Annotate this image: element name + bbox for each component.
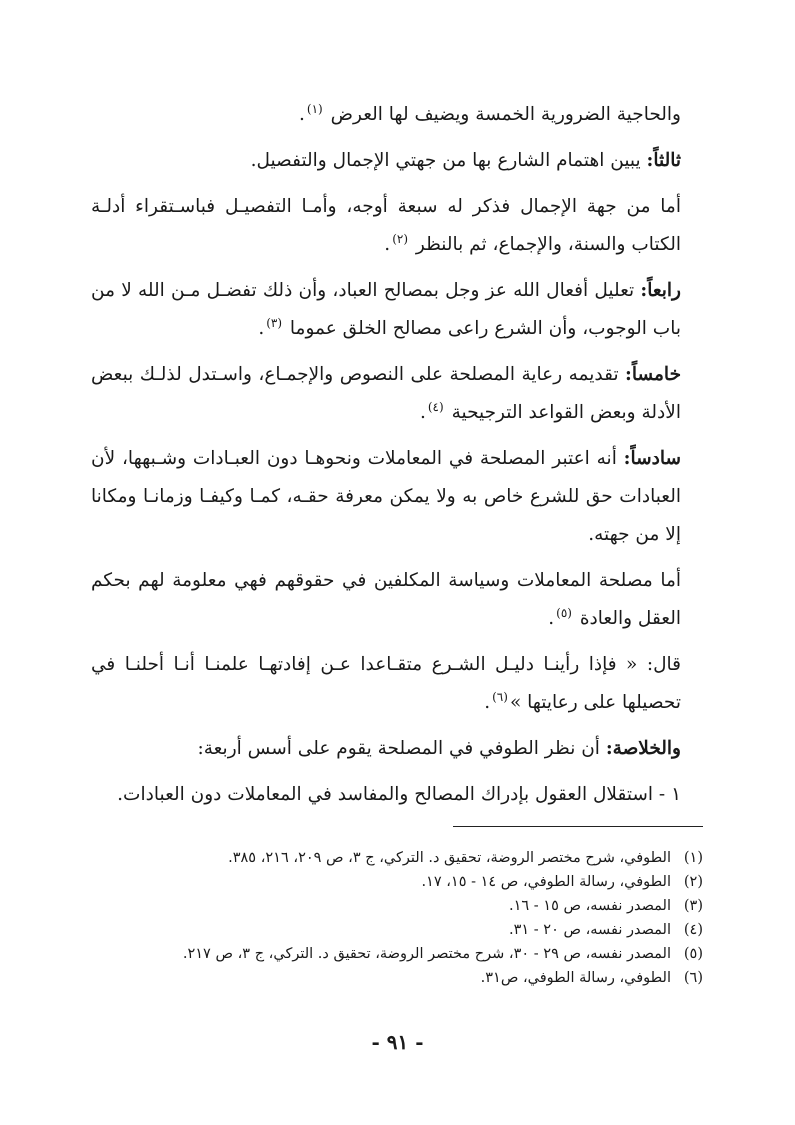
paragraph-text: أما من جهة الإجمال فذكر له سبعة أوجه، وأمـا التفصيـل فباسـتقراء أدلـة الكتاب والسنة، والإجماع، ثم بالنظر xyxy=(91,196,681,255)
footnote xyxy=(91,942,703,966)
paragraph xyxy=(91,272,703,348)
footnote-ref[interactable]: (١) xyxy=(306,101,323,116)
paragraph-end: . xyxy=(384,234,391,255)
paragraph-end: . xyxy=(258,318,265,339)
paragraph xyxy=(91,646,703,722)
footnote-ref[interactable]: (٦) xyxy=(492,689,508,704)
footnote xyxy=(91,870,703,894)
paragraph-text: أن نظر الطوفي في المصلحة يقوم على أسس أربعة: xyxy=(197,738,606,759)
paragraph-text: يبين اهتمام الشارع بها من جهتي الإجمال والتفصيل. xyxy=(250,150,647,171)
footnote-ref[interactable]: (٣) xyxy=(266,315,283,330)
footnote-number: (٦) xyxy=(683,970,703,986)
paragraph-lead: خامساً: xyxy=(625,364,681,385)
paragraph-lead: ثالثاً: xyxy=(646,150,681,171)
footnote xyxy=(91,966,703,990)
paragraph xyxy=(91,730,703,768)
footnote-text: المصدر نفسه، ص ١٥ - ١٦. xyxy=(508,898,671,914)
paragraph xyxy=(91,188,703,264)
footnote-ref[interactable]: (٢) xyxy=(392,231,409,246)
paragraph-lead: سادساً: xyxy=(623,448,681,469)
paragraph xyxy=(91,776,703,814)
paragraph-end: . xyxy=(419,402,426,423)
footnote xyxy=(91,918,703,942)
footnote-text: الطوفي، رسالة الطوفي، ص ١٤ - ١٥، ١٧. xyxy=(421,874,671,890)
paragraph xyxy=(91,356,703,432)
paragraph xyxy=(91,562,703,638)
footnotes xyxy=(91,846,703,990)
footnote xyxy=(91,846,703,870)
main-text xyxy=(91,96,703,822)
footnote-number: (٢) xyxy=(683,874,703,890)
footnote-text: المصدر نفسه، ص ٢٩ - ٣٠، شرح مختصر الروضة، تحقيق د. التركي، ج ٣، ص ٢١٧. xyxy=(182,946,671,962)
paragraph-text: أما مصلحة المعاملات وسياسة المكلفين في حقوقهم فهي معلومة لهم بحكم العقل والعادة xyxy=(91,570,681,629)
footnote-separator xyxy=(453,826,703,827)
paragraph xyxy=(91,440,703,554)
footnote-ref[interactable]: (٤) xyxy=(427,399,444,414)
page-number: - ٩١ - xyxy=(371,1030,424,1054)
footnote xyxy=(91,894,703,918)
paragraph-end: . xyxy=(548,608,555,629)
paragraph xyxy=(91,96,703,134)
paragraph-text: ١ - استقلال العقول بإدراك المصالح والمفاسد في المعاملات دون العبادات. xyxy=(117,784,681,805)
footnote-ref[interactable]: (٥) xyxy=(556,605,572,620)
paragraph-text: والحاجية الضرورية الخمسة ويضيف لها العرض xyxy=(330,104,681,125)
footnote-text: الطوفي، رسالة الطوفي، ص٣١. xyxy=(480,970,671,986)
footnote-number: (١) xyxy=(683,850,703,866)
paragraph xyxy=(91,142,703,180)
paragraph-lead: رابعاً: xyxy=(640,280,681,301)
footnote-text: المصدر نفسه، ص ٢٠ - ٣١. xyxy=(508,922,671,938)
paragraph-text: أنه اعتبر المصلحة في المعاملات ونحوهـا دون العبـادات وشـبهها، لأن العبادات حق للشرع خاص به ولا يمكن معرفة حقـه، كمـا وكيفـا وزمانـا ومكانا إلا من جهته. xyxy=(91,448,681,545)
footnote-number: (٤) xyxy=(683,922,703,938)
paragraph-end: . xyxy=(299,104,305,125)
paragraph-text: تقديمه رعاية المصلحة على النصوص والإجمـاع، واسـتدل لذلـك ببعض الأدلة وبعض القواعد الترجيحية xyxy=(91,364,681,423)
paragraph-lead: والخلاصة: xyxy=(605,738,681,759)
footnote-number: (٣) xyxy=(683,898,703,914)
paragraph-text: قال: « فإذا رأينـا دليـل الشـرع متقـاعدا عـن إفادتهـا علمنـا أنـا أحلنـا في تحصيلها على رعايتها » xyxy=(91,654,681,713)
footnote-text: الطوفي، شرح مختصر الروضة، تحقيق د. التركي، ج ٣، ص ٢٠٩، ٢١٦، ٣٨٥. xyxy=(228,850,671,866)
paragraph-text: تعليل أفعال الله عز وجل بمصالح العباد، وأن ذلك تفضـل مـن الله لا من باب الوجوب، وأن الشرع راعى مصالح الخلق عموما xyxy=(91,280,681,339)
paragraph-end: . xyxy=(484,692,491,713)
footnote-number: (٥) xyxy=(683,946,703,962)
